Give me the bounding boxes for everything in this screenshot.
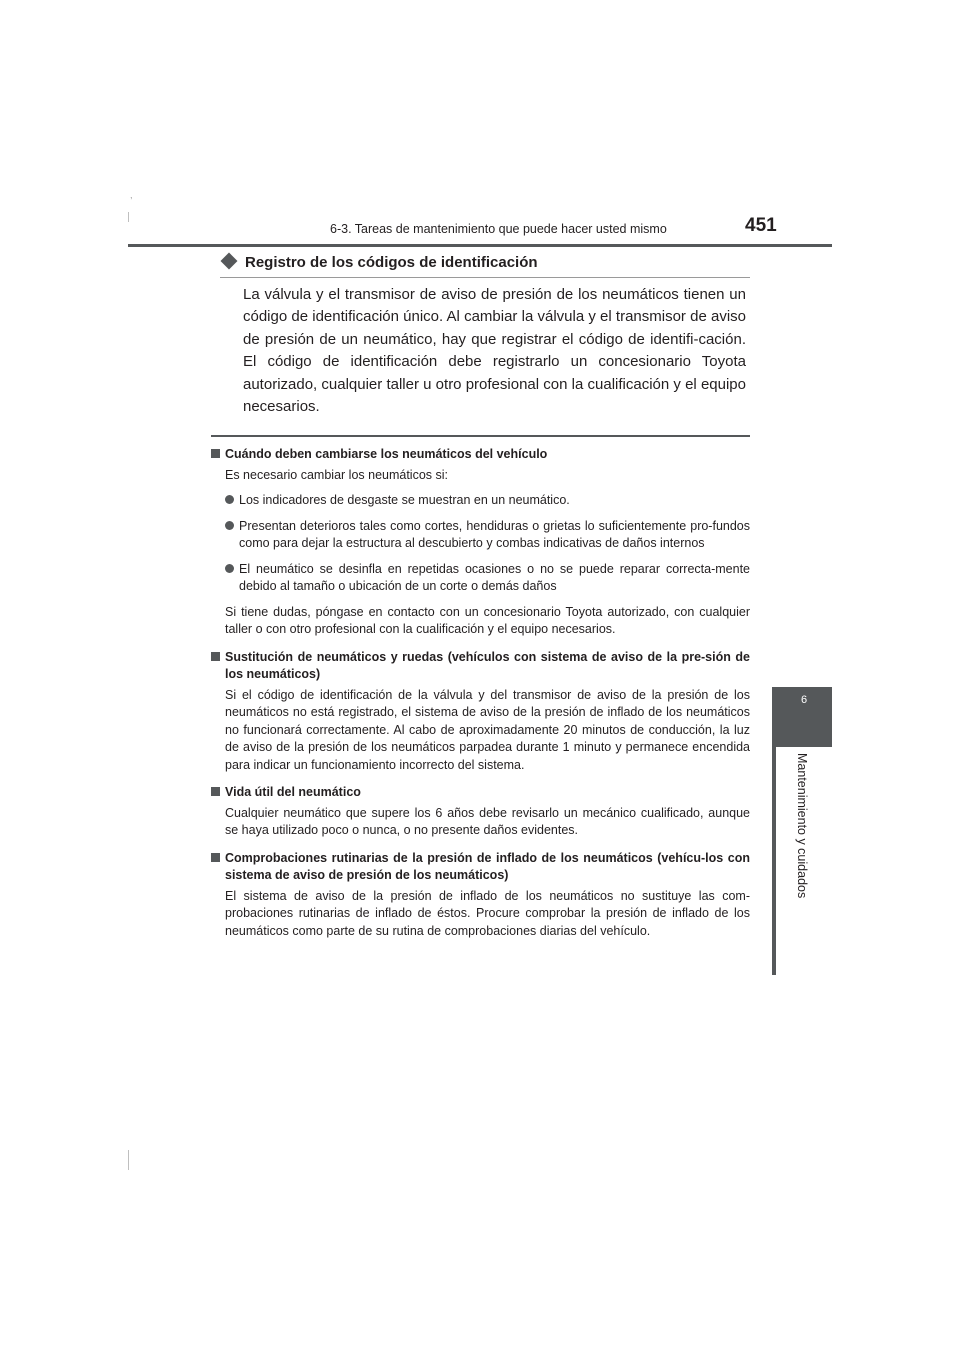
section-body: La válvula y el transmisor de aviso de presión de los neumáticos tienen un código de identificación único. Al cambiar la válvula y el transmisor de aviso de presión de un neumático, hay que registrar el código de identifi-cación. El código de identificación debe registrarlo un concesionario Toyota autorizado, cualquier taller u otro profesional con la cualificación y el equipo necesarios. <box>243 286 746 416</box>
round-bullet-icon <box>225 521 234 530</box>
diamond-icon <box>221 253 238 270</box>
section-title: Registro de los códigos de identificación <box>245 254 538 271</box>
square-bullet-icon <box>211 449 220 458</box>
note-text: Si tiene dudas, póngase en contacto con un concesionario Toyota autorizado, con cualquier taller o con otro profesional con la cualificación y el equipo necesarios. <box>225 604 750 636</box>
crop-mark: , <box>130 190 133 200</box>
crop-mark <box>128 212 129 222</box>
running-header-section: 6-3. Tareas de mantenimiento que puede hacer usted mismo <box>330 222 667 236</box>
chapter-tab-bar <box>772 747 776 975</box>
note-heading: Cuándo deben cambiarse los neumáticos del vehículo <box>211 446 750 464</box>
square-bullet-icon <box>211 853 220 862</box>
chapter-number: 6 <box>801 694 808 706</box>
round-bullet-icon <box>225 495 234 504</box>
note-text: El sistema de aviso de la presión de inflado de los neumáticos no sustituye las com-probaciones rutinarias de inflado de éstos. Procure comprobar la presión de inflado de los neumáticos como parte de su rutina de comprobaciones diarias del vehículo. <box>225 888 750 938</box>
note-intro: Es necesario cambiar los neumáticos si: <box>225 467 449 482</box>
note-text: Si el código de identificación de la válvula y del transmisor de aviso de la presión de los neumáticos no está registrado, el sistema de aviso de la presión de inflado de los neumáticos no funcionará correctamente. Al cabo de aproximadamente 20 minutos de conducción, la luz de aviso de la presión de los neumáticos parpadea durante 1 minuto y permanece encendida para indicar un funcionamiento incorrecto del sistema. <box>225 687 750 772</box>
notes-divider <box>211 435 750 437</box>
note-heading: Vida útil del neumático <box>211 784 750 802</box>
square-bullet-icon <box>211 652 220 661</box>
round-bullet-icon <box>225 564 234 573</box>
section-heading <box>220 254 750 278</box>
list-item: El neumático se desinfla en repetidas ocasiones o no se puede reparar correcta-mente debido al tamaño o ubicación de un corte o demás daños <box>225 561 750 596</box>
note-heading: Comprobaciones rutinarias de la presión de inflado de los neumáticos (vehícu-los con sistema de aviso de presión de los neumáticos) <box>211 850 750 885</box>
page-number: 451 <box>745 215 777 236</box>
notes-block <box>211 446 750 940</box>
note-heading: Sustitución de neumáticos y ruedas (vehículos con sistema de aviso de la pre-sión de los neumáticos) <box>211 649 750 684</box>
crop-mark <box>128 1150 129 1170</box>
list-item: Presentan deterioros tales como cortes, hendiduras o grietas lo suficientemente pro-fundos como para dejar la estructura al descubierto y combas indicativas de daños internos <box>225 518 750 553</box>
chapter-tab <box>772 687 832 747</box>
square-bullet-icon <box>211 787 220 796</box>
chapter-title: Mantenimiento y cuidados <box>795 753 809 899</box>
note-text: Cualquier neumático que supere los 6 años debe revisarlo un mecánico cualificado, aunque se haya utilizado poco o nunca, o no presente daños evidentes. <box>225 805 750 837</box>
list-item: Los indicadores de desgaste se muestran en un neumático. <box>225 492 750 510</box>
header-rule <box>128 244 832 247</box>
